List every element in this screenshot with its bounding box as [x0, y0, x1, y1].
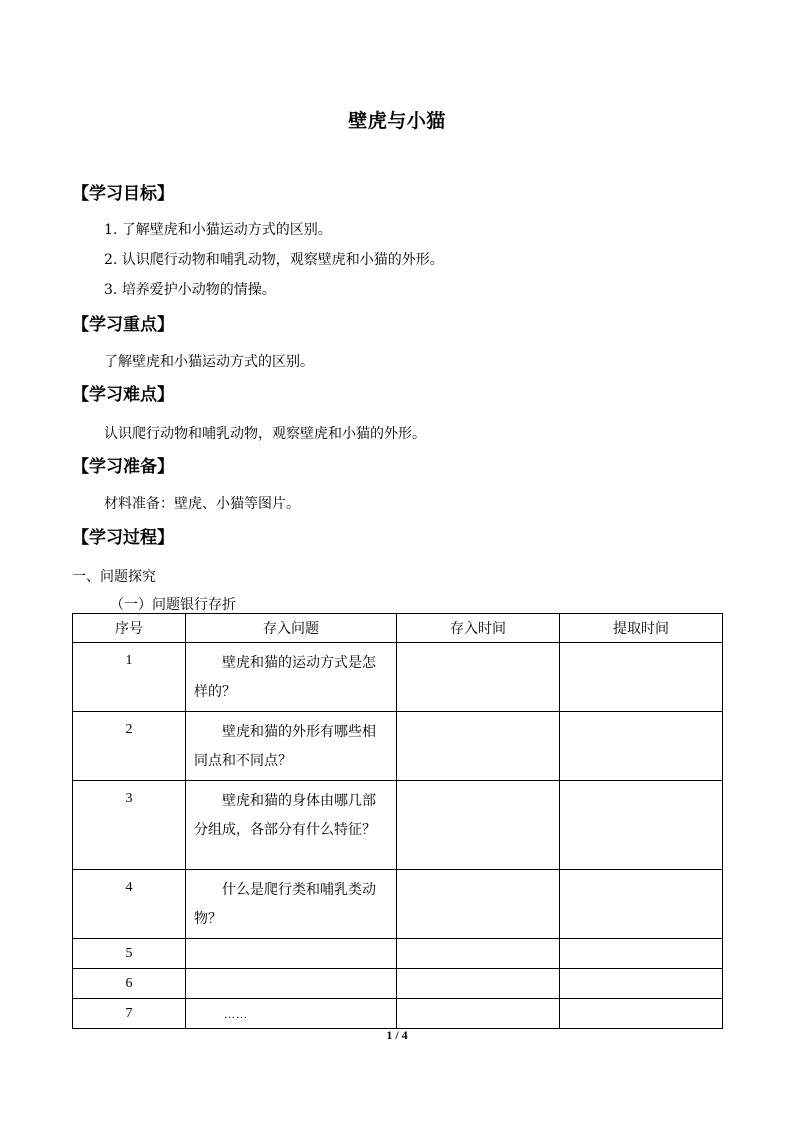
header-seq: 序号 — [73, 614, 186, 643]
row-question — [186, 712, 397, 781]
preparation-heading: 【学习准备】 — [72, 457, 174, 477]
table-row — [73, 870, 723, 939]
goal-item-1-number: 1. — [104, 222, 118, 238]
row-withdraw-time — [560, 870, 723, 939]
goal-item-1 — [104, 219, 332, 239]
row-seq: 6 — [73, 969, 186, 999]
goal-item-2-text: 认识爬行动物和哺乳动物，观察壁虎和小猫的外形。 — [121, 252, 444, 268]
row-withdraw-time — [560, 643, 723, 712]
row-seq: 1 — [73, 643, 186, 712]
preparation-text: 材料准备：壁虎、小猫等图片。 — [104, 496, 300, 512]
difficulty-text: 认识爬行动物和哺乳动物，观察壁虎和小猫的外形。 — [104, 426, 426, 442]
row-question-text: 壁虎和猫的运动方式是怎样的？ — [194, 655, 376, 700]
process-heading: 【学习过程】 — [72, 528, 174, 548]
table-row — [73, 712, 723, 781]
header-question: 存入问题 — [186, 614, 397, 643]
row-deposit-time — [397, 870, 560, 939]
row-question — [186, 643, 397, 712]
row-withdraw-time — [560, 939, 723, 969]
row-question — [186, 870, 397, 939]
goal-item-3-number: 3. — [104, 282, 118, 298]
row-deposit-time — [397, 781, 560, 870]
row-question-text: 什么是爬行类和哺乳类动物？ — [194, 882, 376, 927]
table-row — [73, 643, 723, 712]
document-title: 壁虎与小猫 — [348, 110, 446, 132]
row-withdraw-time — [560, 781, 723, 870]
row-withdraw-time — [560, 999, 723, 1029]
row-question — [186, 939, 397, 969]
focus-heading: 【学习重点】 — [72, 315, 174, 335]
row-seq: 7 — [73, 999, 186, 1029]
row-withdraw-time — [560, 712, 723, 781]
goal-item-2 — [104, 249, 444, 269]
goal-item-1-text: 了解壁虎和小猫运动方式的区别。 — [121, 222, 332, 238]
goal-item-3 — [104, 279, 276, 299]
page-number: 1 / 4 — [386, 1028, 408, 1042]
row-withdraw-time — [560, 969, 723, 999]
table-header-row — [73, 614, 723, 643]
table-row — [73, 939, 723, 969]
row-question — [186, 781, 397, 870]
row-seq: 5 — [73, 939, 186, 969]
row-question-text: 壁虎和猫的外形有哪些相同点和不同点？ — [194, 724, 376, 769]
row-deposit-time — [397, 999, 560, 1029]
row-question — [186, 999, 397, 1029]
table-row — [73, 781, 723, 870]
process-part-1: 一、问题探究 — [72, 569, 156, 585]
goal-item-3-text: 培养爱护小动物的情操。 — [121, 282, 276, 298]
row-deposit-time — [397, 712, 560, 781]
header-deposit-time: 存入时间 — [397, 614, 560, 643]
table-row — [73, 969, 723, 999]
ellipsis-text: …… — [224, 1008, 248, 1021]
row-deposit-time — [397, 643, 560, 712]
question-bank-table — [72, 613, 723, 1029]
row-question-text: 壁虎和猫的身体由哪几部分组成，各部分有什么特征？ — [194, 793, 376, 838]
table-row — [73, 999, 723, 1029]
goal-item-2-number: 2. — [104, 252, 118, 268]
goals-heading: 【学习目标】 — [72, 184, 174, 204]
row-deposit-time — [397, 939, 560, 969]
row-question — [186, 969, 397, 999]
focus-text: 了解壁虎和小猫运动方式的区别。 — [104, 354, 314, 370]
row-seq: 4 — [73, 870, 186, 939]
row-seq: 3 — [73, 781, 186, 870]
row-seq: 2 — [73, 712, 186, 781]
process-sub-1: （一）问题银行存折 — [110, 597, 236, 613]
header-withdraw-time: 提取时间 — [560, 614, 723, 643]
difficulty-heading: 【学习难点】 — [72, 385, 174, 405]
row-deposit-time — [397, 969, 560, 999]
